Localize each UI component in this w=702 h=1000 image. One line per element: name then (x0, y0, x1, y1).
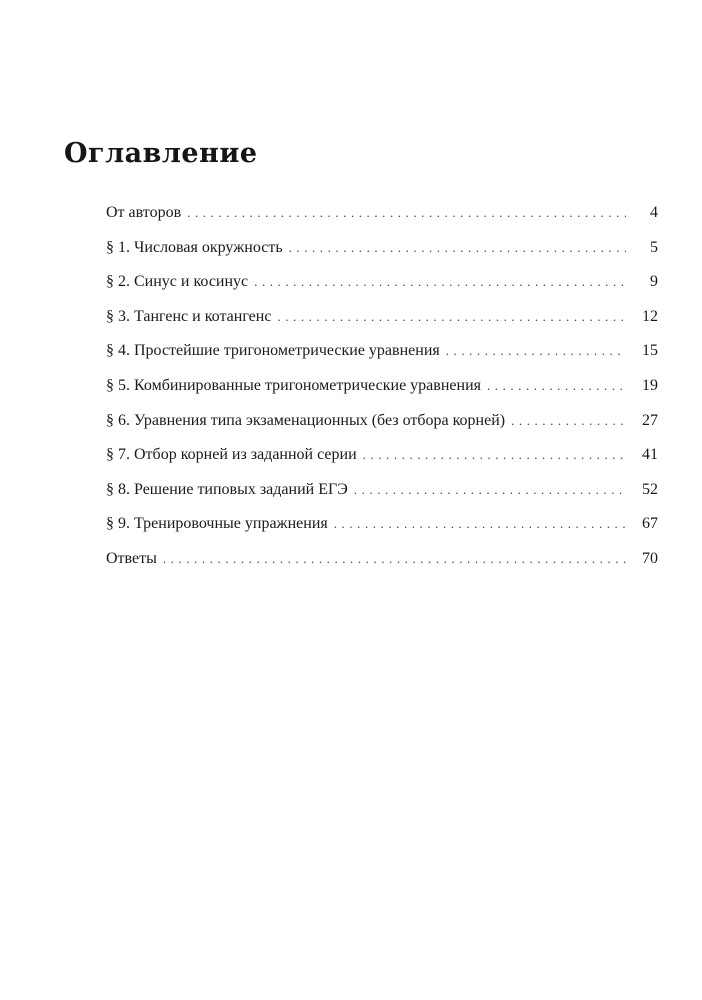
toc-entry-label: § 7. Отбор корней из заданной серии (106, 446, 357, 464)
toc-entry-label: § 6. Уравнения типа экзаменационных (без отбора корней) (106, 411, 506, 429)
toc-entry-label: § 4. Простейшие тригонометрические уравнения (106, 342, 440, 360)
toc-entry-page: 5 (650, 238, 658, 256)
table-of-contents (106, 203, 658, 584)
toc-entry-page: 12 (642, 307, 658, 325)
toc-entry-label: § 3. Тангенс и котангенс (106, 307, 272, 325)
toc-entry-label: Ответы (106, 549, 157, 567)
toc-entry-section-6[interactable] (106, 411, 658, 446)
toc-leader-dots (334, 514, 626, 534)
toc-leader-dots (277, 307, 626, 327)
toc-entry-section-9[interactable] (106, 514, 658, 549)
toc-leader-dots (363, 445, 626, 465)
toc-leader-dots (511, 411, 626, 431)
toc-entry-page: 15 (642, 342, 658, 360)
toc-entry-label: § 2. Синус и косинус (106, 273, 249, 291)
toc-entry-section-3[interactable] (106, 307, 658, 342)
toc-leader-dots (289, 238, 626, 258)
toc-entry-page: 67 (642, 515, 658, 533)
toc-entry-section-4[interactable] (106, 341, 658, 376)
toc-leader-dots (354, 480, 626, 500)
toc-entry-section-5[interactable] (106, 376, 658, 411)
toc-entry-section-7[interactable] (106, 445, 658, 480)
toc-entry-label: § 5. Комбинированные тригонометрические уравнения (106, 376, 481, 394)
toc-entry-label: От авторов (106, 204, 182, 221)
toc-leader-dots (446, 341, 626, 361)
toc-entry-answers[interactable] (106, 549, 658, 584)
toc-entry-section-2[interactable] (106, 272, 658, 307)
toc-entry-label: § 9. Тренировочные упражнения (106, 515, 328, 533)
toc-entry-label: § 1. Числовая окружность (106, 238, 283, 256)
toc-entry-section-1[interactable] (106, 238, 658, 273)
toc-entry-page: 27 (642, 411, 658, 429)
toc-entry-page: 70 (642, 549, 658, 567)
toc-entry-page: 9 (650, 273, 658, 291)
toc-entry-section-8[interactable] (106, 480, 658, 515)
toc-leader-dots (163, 549, 626, 569)
toc-entry-page: 52 (642, 480, 658, 498)
toc-entry-page: 4 (650, 204, 658, 221)
toc-entry-page: 41 (642, 446, 658, 464)
toc-entry-label: § 8. Решение типовых заданий ЕГЭ (106, 480, 348, 498)
toc-leader-dots (187, 203, 626, 223)
toc-leader-dots (487, 376, 626, 396)
toc-entry-authors[interactable] (106, 203, 658, 238)
toc-leader-dots (254, 272, 626, 292)
toc-entry-page: 19 (642, 376, 658, 394)
page-title: Оглавление (64, 138, 258, 169)
